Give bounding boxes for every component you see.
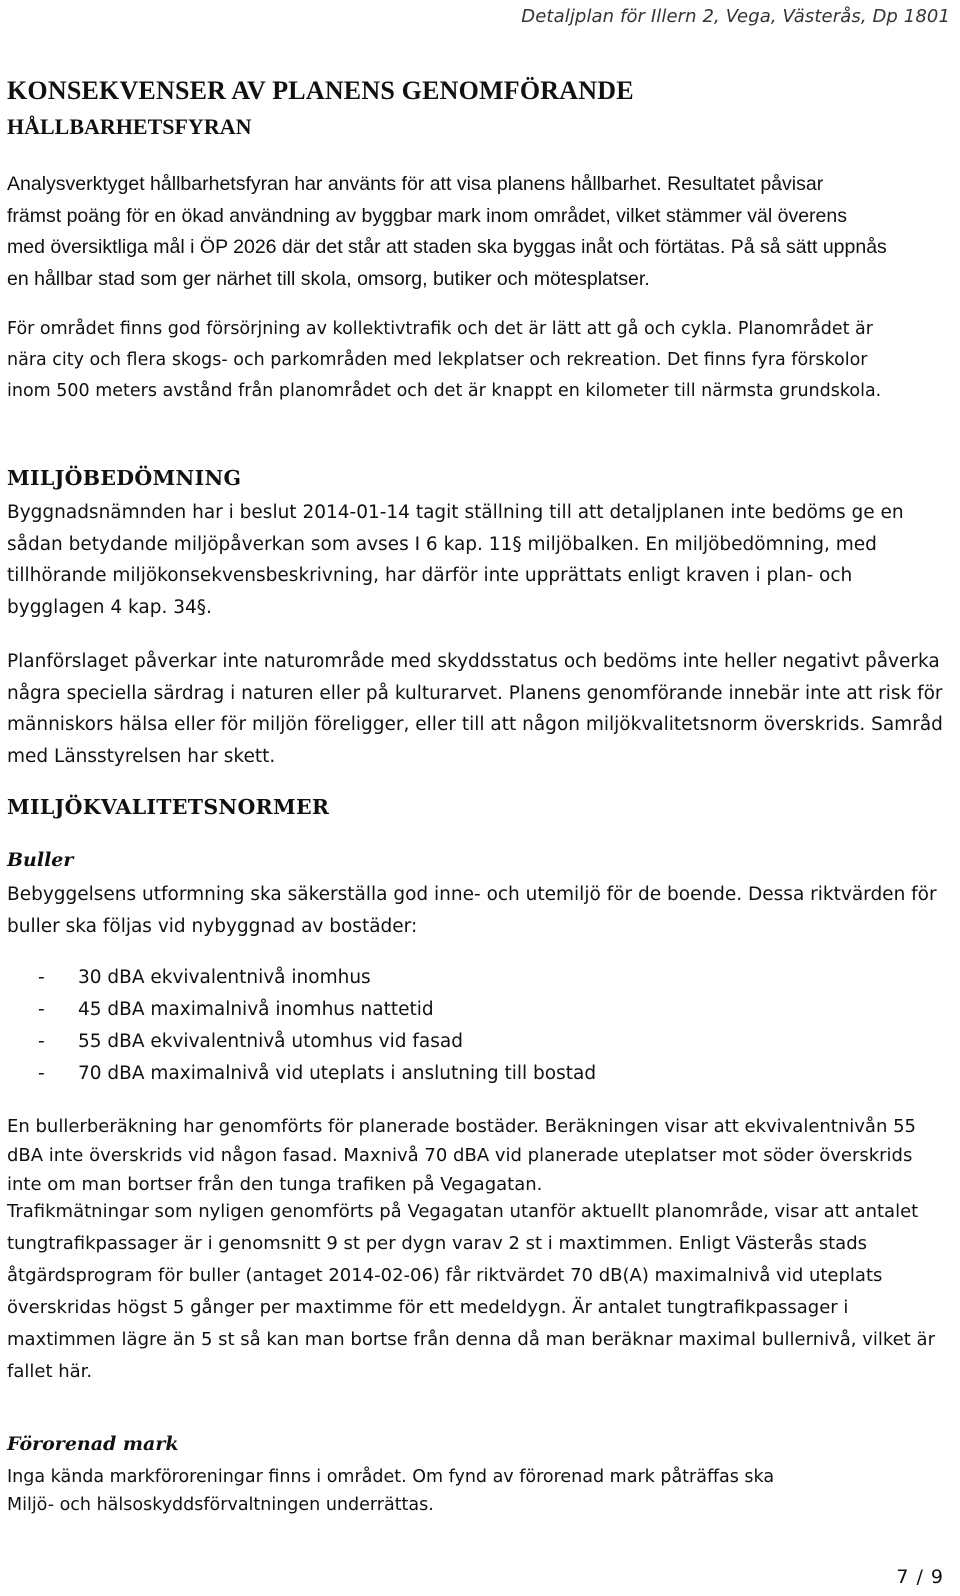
text-line: Miljö- och hälsoskyddsförvaltningen underrättas. [7,1495,434,1515]
text-line: Byggnadsnämnden har i beslut 2014-01-14 tagit ställning till att detaljplanen inte bedöms ge en [7,502,904,523]
text-line: För området finns god försörjning av kollektivtrafik och det är lätt att gå och cykla. Planområdet är [7,319,873,339]
text-line: främst poäng för en ökad användning av byggbar mark inom området, vilket stämmer väl överens [7,204,847,227]
text-line: människors hälsa eller för miljön föreligger, eller till att någon miljökvalitetsnorm överskrids. Samråd [7,714,943,735]
text-line: tillhörande miljökonsekvensbeskrivning, har därför inte upprättats enligt kraven i plan- och [7,565,853,586]
paragraph-buller-3 [7,1196,957,1388]
list-item-text: 55 dBA ekvivalentnivå utomhus vid fasad [78,1031,463,1052]
main-heading: KONSEKVENSER AV PLANENS GENOMFÖRANDE [7,76,634,105]
subheading-fororenad-mark: Förorenad mark [7,1433,179,1455]
text-line: inte om man bortser från den tunga trafiken på Vegagatan. [7,1174,543,1195]
text-line: nära city och flera skogs- och parkområden med lekplatser och rekreation. Det finns fyra förskolor [7,350,868,370]
paragraph-buller-1 [7,879,957,943]
text-line: sådan betydande miljöpåverkan som avses I 6 kap. 11§ miljöbalken. En miljöbedömning, med [7,533,877,555]
text-line: Analysverktyget hållbarhetsfyran har använts för att visa planens hållbarhet. Resultatet påvisar [7,173,824,195]
list-item-text: 30 dBA ekvivalentnivå inomhus [78,967,371,988]
text-line: Trafikmätningar som nyligen genomförts på Vegagatan utanför aktuellt planområde, visar att antalet [7,1201,919,1222]
list-marker: - [38,967,45,988]
list-item [38,994,596,1026]
list-marker: - [38,999,45,1020]
text-line: inom 500 meters avstånd från planområdet och det är knappt en kilometer till närmsta grundskola. [7,381,882,401]
text-line: en hållbar stad som ger närhet till skola, omsorg, butiker och mötesplatser. [7,267,650,290]
list-item-text: 70 dBA maximalnivå vid uteplats i anslutning till bostad [78,1063,597,1084]
paragraph-hallbarhet-1 [7,169,957,295]
list-marker: - [38,1031,45,1052]
text-line: Planförslaget påverkar inte naturområde med skyddsstatus och bedöms inte heller negativt påverka [7,651,940,672]
text-line: överskridas högst 5 gånger per maxtimme för ett medeldygn. Är antalet tungtrafikpassager i [7,1297,849,1318]
text-line: dBA inte överskrids vid någon fasad. Maxnivå 70 dBA vid planerade uteplatser mot söder överskrids [7,1145,913,1166]
text-line: tungtrafikpassager är i genomsnitt 9 st per dygn varav 2 st i maxtimmen. Enligt Västerås stads [7,1233,868,1254]
paragraph-miljobedomning-2 [7,646,957,772]
text-line: åtgärdsprogram för buller (antaget 2014-02-06) får riktvärdet 70 dB(A) maximalnivå vid uteplats [7,1265,883,1286]
paragraph-buller-2 [7,1112,957,1199]
text-line: Inga kända markföroreningar finns i området. Om fynd av förorenad mark påträffas ska [7,1467,775,1487]
section-heading-miljokvalitetsnormer: MILJÖKVALITETSNORMER [7,795,330,819]
sub-heading-hallbarhetsfyran: HÅLLBARHETSFYRAN [7,114,252,139]
text-line: bygglagen 4 kap. 34§. [7,596,212,618]
buller-riktvarden-list [38,962,596,1090]
text-line: Bebyggelsens utformning ska säkerställa god inne- och utemiljö för de boende. Dessa riktvärden för [7,884,937,905]
paragraph-fororenad-mark [7,1463,957,1519]
text-line: fallet här. [7,1361,93,1382]
text-line: med Länsstyrelsen har skett. [7,745,276,767]
text-line: med översiktliga mål i ÖP 2026 där det står att staden ska byggas inåt och förtätas. På så sätt uppnås [7,236,887,258]
paragraph-hallbarhet-2 [7,314,957,407]
text-line: buller ska följas vid nybyggnad av bostäder: [7,916,418,937]
text-line: maxtimmen lägre än 5 st så kan man bortse från denna då man beräknar maximal bullernivå, vilket är [7,1329,935,1350]
page-number: 7 / 9 [896,1566,944,1588]
list-marker: - [38,1063,45,1084]
list-item [38,962,596,994]
section-heading-miljobedomning: MILJÖBEDÖMNING [7,466,242,490]
paragraph-miljobedomning-1 [7,497,957,623]
list-item [38,1026,596,1058]
page-header: Detaljplan för Illern 2, Vega, Västerås, Dp 1801 [521,6,950,27]
text-line: några speciella särdrag i naturen eller på kulturarvet. Planens genomförande innebär inte att risk för [7,682,943,704]
text-line: En bullerberäkning har genomförts för planerade bostäder. Beräkningen visar att ekvivalentnivån 55 [7,1116,916,1137]
list-item [38,1058,596,1090]
subheading-buller: Buller [7,849,74,871]
list-item-text: 45 dBA maximalnivå inomhus nattetid [78,999,434,1020]
